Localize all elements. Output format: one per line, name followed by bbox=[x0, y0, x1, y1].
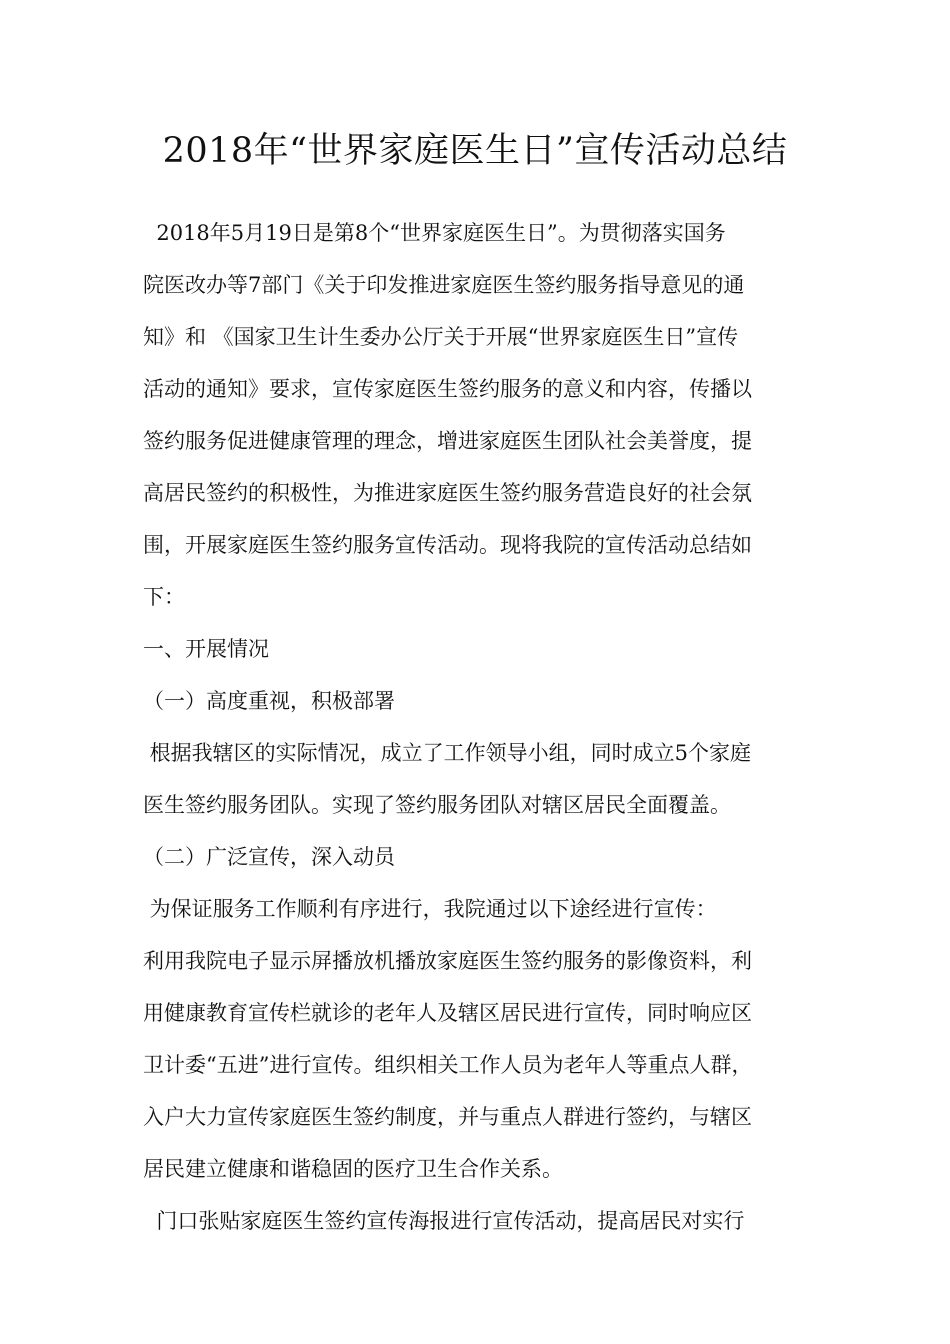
body-line: 为保证服务工作顺利有序进行，我院通过以下途经进行宣传： bbox=[143, 897, 717, 921]
body-line: 活动的通知》要求，宣传家庭医生签约服务的意义和内容，传播以 bbox=[143, 377, 752, 401]
subsection-heading: （二）广泛宣传，深入动员 bbox=[143, 845, 395, 869]
body-line: 医生签约服务团队。实现了签约服务团队对辖区居民全面覆盖。 bbox=[143, 793, 731, 817]
document-body bbox=[143, 207, 823, 1247]
body-line: 门口张贴家庭医生签约宣传海报进行宣传活动，提高居民对实行 bbox=[143, 1209, 745, 1233]
body-line: 签约服务促进健康管理的理念，增进家庭医生团队社会美誉度，提 bbox=[143, 429, 752, 453]
body-line: 2018年5月19日是第8个“世界家庭医生日”。为贯彻落实国务 bbox=[143, 221, 726, 245]
body-line: 用健康教育宣传栏就诊的老年人及辖区居民进行宣传，同时响应区 bbox=[143, 1001, 752, 1025]
body-line: 入户大力宣传家庭医生签约制度，并与重点人群进行签约，与辖区 bbox=[143, 1105, 752, 1129]
body-line: 根据我辖区的实际情况，成立了工作领导小组，同时成立5个家庭 bbox=[143, 741, 752, 765]
body-line: 围，开展家庭医生签约服务宣传活动。现将我院的宣传活动总结如 bbox=[143, 533, 752, 557]
body-line: 下： bbox=[143, 585, 185, 609]
body-line: 利用我院电子显示屏播放机播放家庭医生签约服务的影像资料，利 bbox=[143, 949, 752, 973]
body-line: 高居民签约的积极性，为推进家庭医生签约服务营造良好的社会氛 bbox=[143, 481, 752, 505]
section-heading: 一、开展情况 bbox=[143, 637, 269, 661]
body-line: 院医改办等7部门《关于印发推进家庭医生签约服务指导意见的通 bbox=[143, 273, 745, 297]
body-line: 卫计委“五进”进行宣传。组织相关工作人员为老年人等重点人群， bbox=[143, 1053, 753, 1077]
subsection-heading: （一）高度重视，积极部署 bbox=[143, 689, 395, 713]
body-line: 知》和 《国家卫生计生委办公厅关于开展“世界家庭医生日”宣传 bbox=[143, 325, 739, 349]
body-line: 居民建立健康和谐稳固的医疗卫生合作关系。 bbox=[143, 1157, 563, 1181]
document-title: 2018年“世界家庭医生日”宣传活动总结 bbox=[162, 131, 788, 171]
